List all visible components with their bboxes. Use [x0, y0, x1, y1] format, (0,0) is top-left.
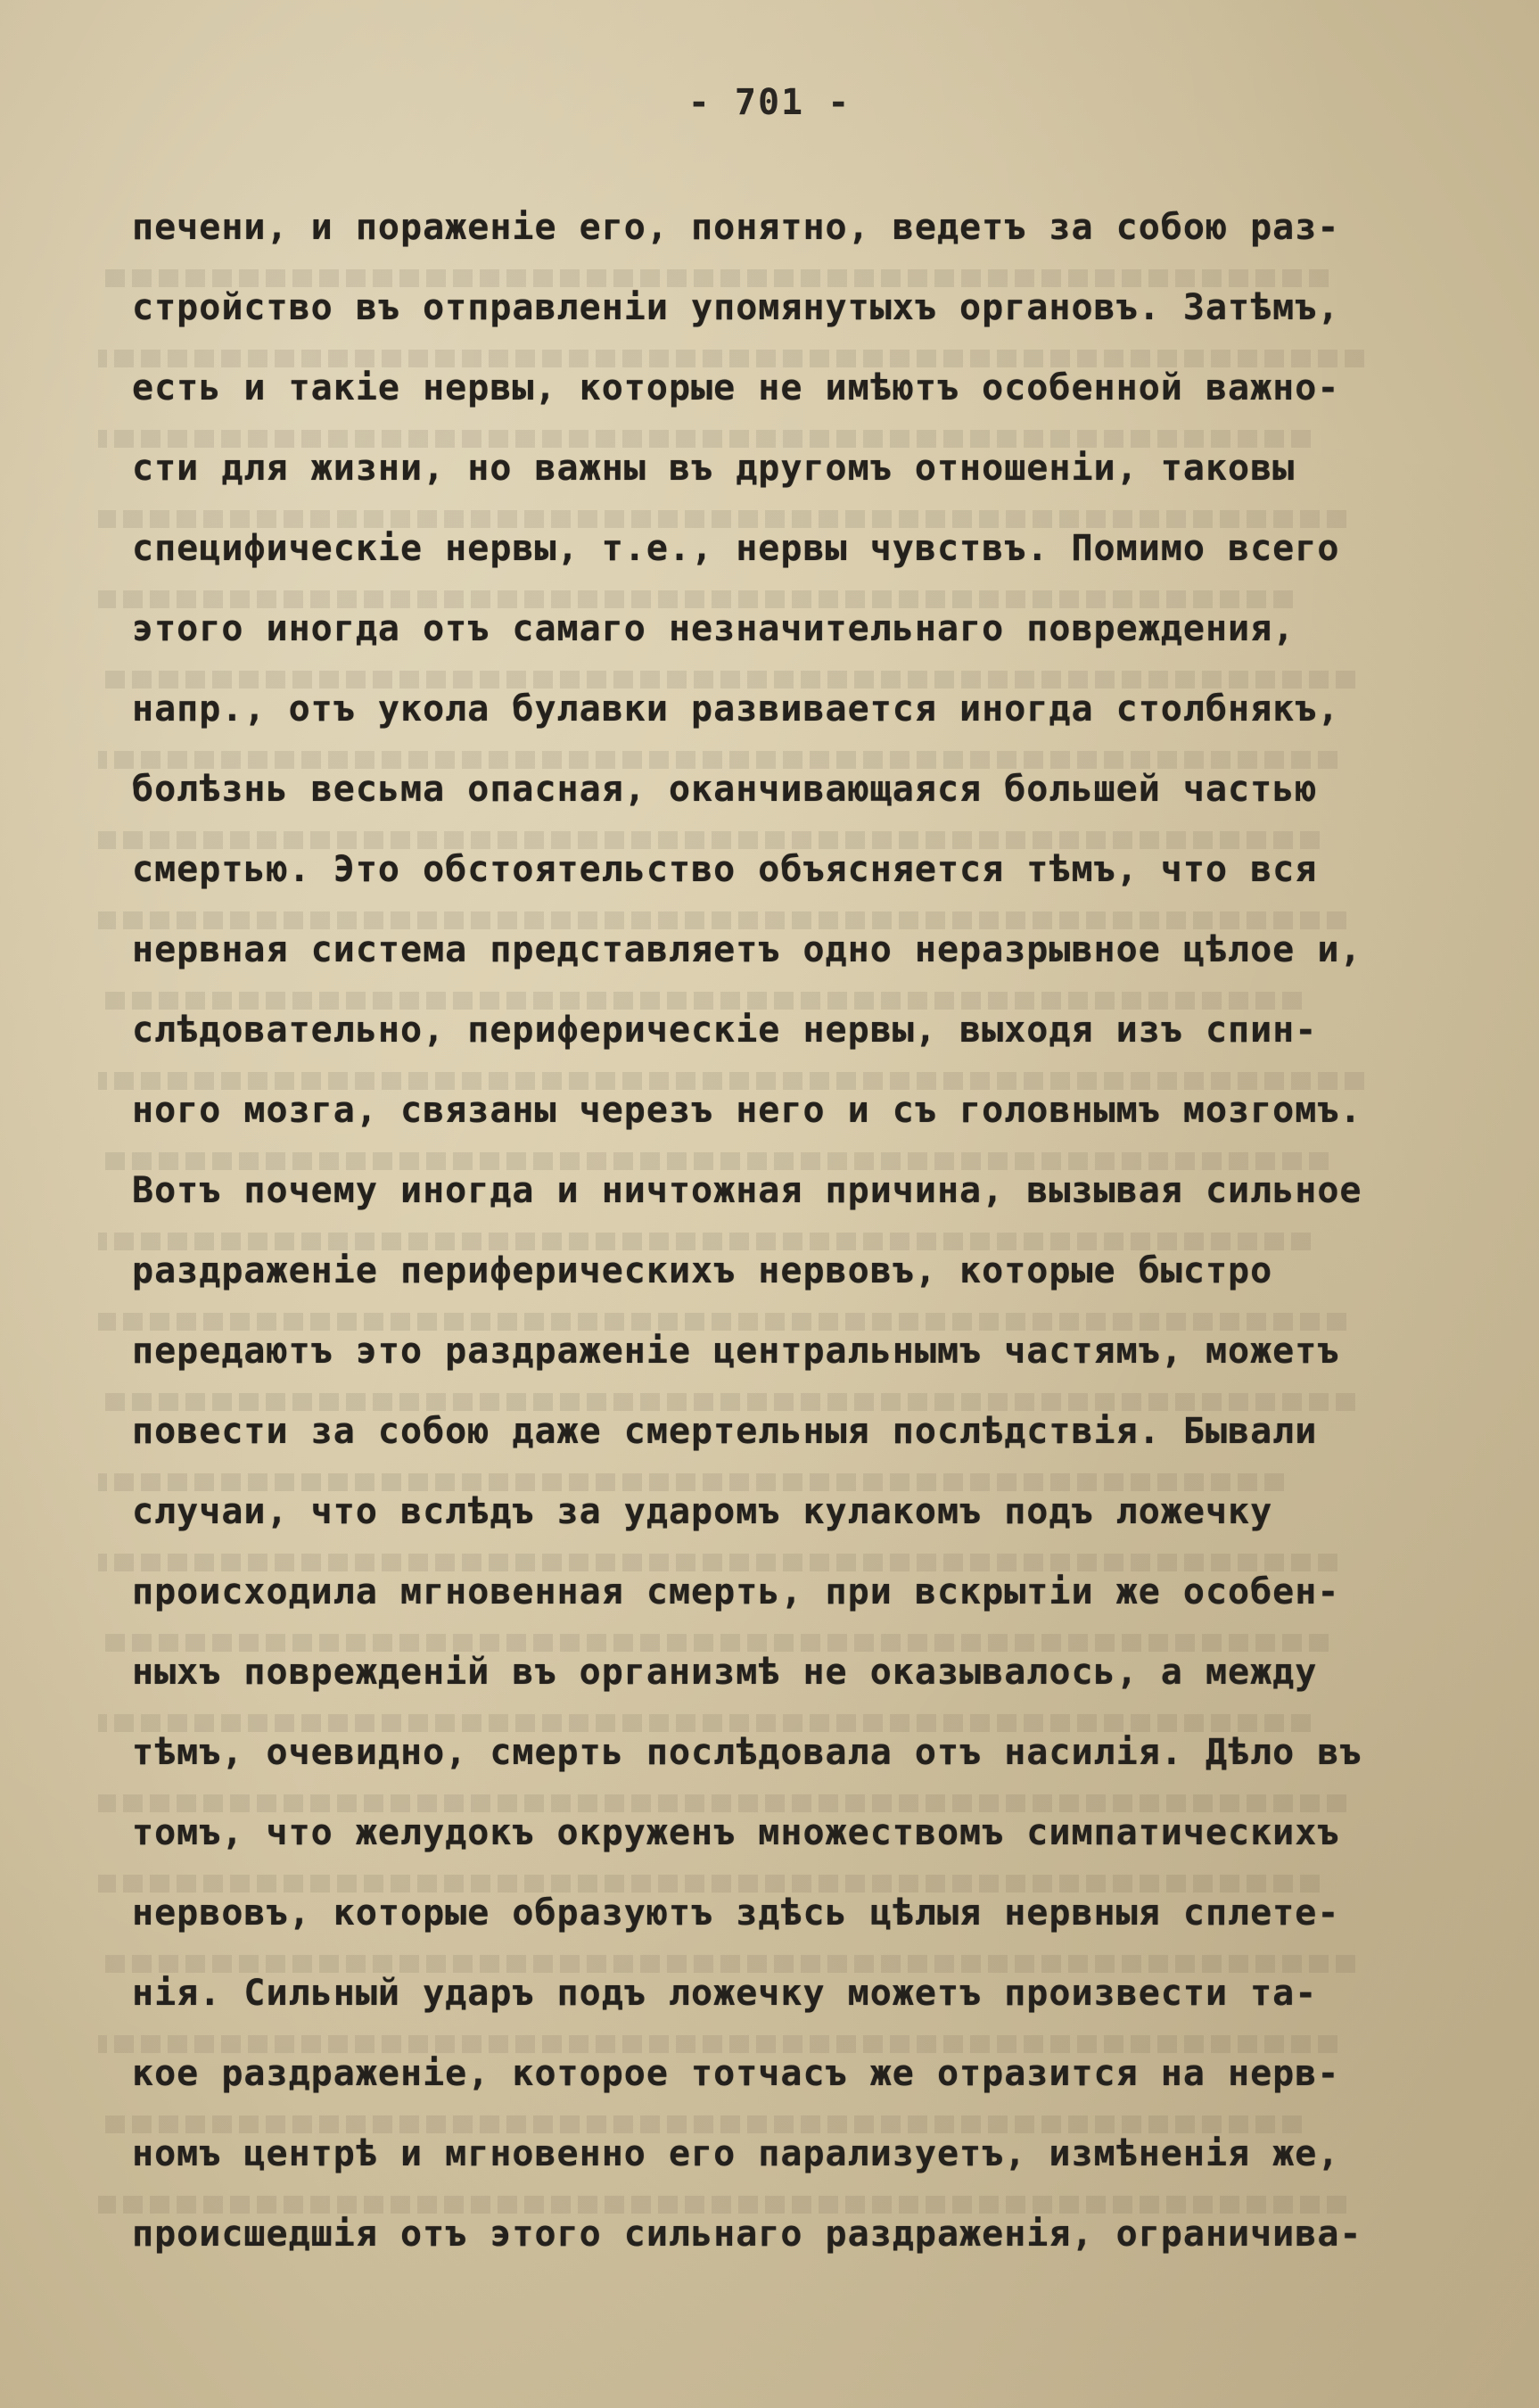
text-line: томъ, что желудокъ окруженъ множествомъ симпатическихъ — [132, 1812, 1340, 1853]
text-line: этого иногда отъ самаго незначительнаго повреждения, — [132, 608, 1296, 649]
text-line: есть и такіе нервы, которые не имѣютъ особенной важно- — [132, 367, 1340, 408]
page-number: - 701 - — [687, 82, 852, 123]
text-line: специфическіе нервы, т.е., нервы чувствъ. Помимо всего — [132, 528, 1340, 569]
text-line: нервная система представляетъ одно неразрывное цѣлое и, — [132, 929, 1362, 970]
text-line: нія. Сильный ударъ подъ ложечку можетъ произвести та- — [132, 1973, 1318, 2014]
text-line: тѣмъ, очевидно, смерть послѣдовала отъ насилія. Дѣло въ — [132, 1732, 1362, 1773]
text-line: раздраженіе периферическихъ нервовъ, которые быстро — [132, 1250, 1273, 1291]
text-line: слѣдовательно, периферическіе нервы, выходя изъ спин- — [132, 1010, 1318, 1051]
text-line: номъ центрѣ и мгновенно его парализуетъ, измѣненія же, — [132, 2133, 1340, 2174]
body-text — [132, 187, 1452, 2274]
text-line: сти для жизни, но важны въ другомъ отношеніи, таковы — [132, 448, 1296, 489]
text-line: напр., отъ укола булавки развивается иногда столбнякъ, — [132, 689, 1340, 730]
text-line: нервовъ, которые образуютъ здѣсь цѣлыя нервныя сплете- — [132, 1893, 1340, 1934]
text-line: ного мозга, связаны черезъ него и съ головнымъ мозгомъ. — [132, 1090, 1362, 1131]
text-line: ныхъ поврежденій въ организмѣ не оказывалось, а между — [132, 1652, 1318, 1693]
text-line: передаютъ это раздраженіе центральнымъ частямъ, можетъ — [132, 1331, 1340, 1372]
text-line: Вотъ почему иногда и ничтожная причина, вызывая сильное — [132, 1170, 1362, 1211]
text-line: случаи, что вслѣдъ за ударомъ кулакомъ подъ ложечку — [132, 1491, 1273, 1532]
text-line: кое раздраженіе, которое тотчасъ же отразится на нерв- — [132, 2053, 1340, 2094]
text-line: смертью. Это обстоятельство объясняется тѣмъ, что вся — [132, 849, 1318, 890]
text-line: повести за собою даже смертельныя послѣдствія. Бывали — [132, 1411, 1318, 1452]
text-line: печени, и пораженіе его, понятно, ведетъ за собою раз- — [132, 207, 1340, 248]
text-line: стройство въ отправленіи упомянутыхъ органовъ. Затѣмъ, — [132, 287, 1340, 328]
text-line: болѣзнь весьма опасная, оканчивающаяся большей частью — [132, 769, 1318, 810]
text-line: происходила мгновенная смерть, при вскрытіи же особен- — [132, 1571, 1340, 1612]
text-line: происшедшія отъ этого сильнаго раздраженія, ограничива- — [132, 2214, 1362, 2255]
